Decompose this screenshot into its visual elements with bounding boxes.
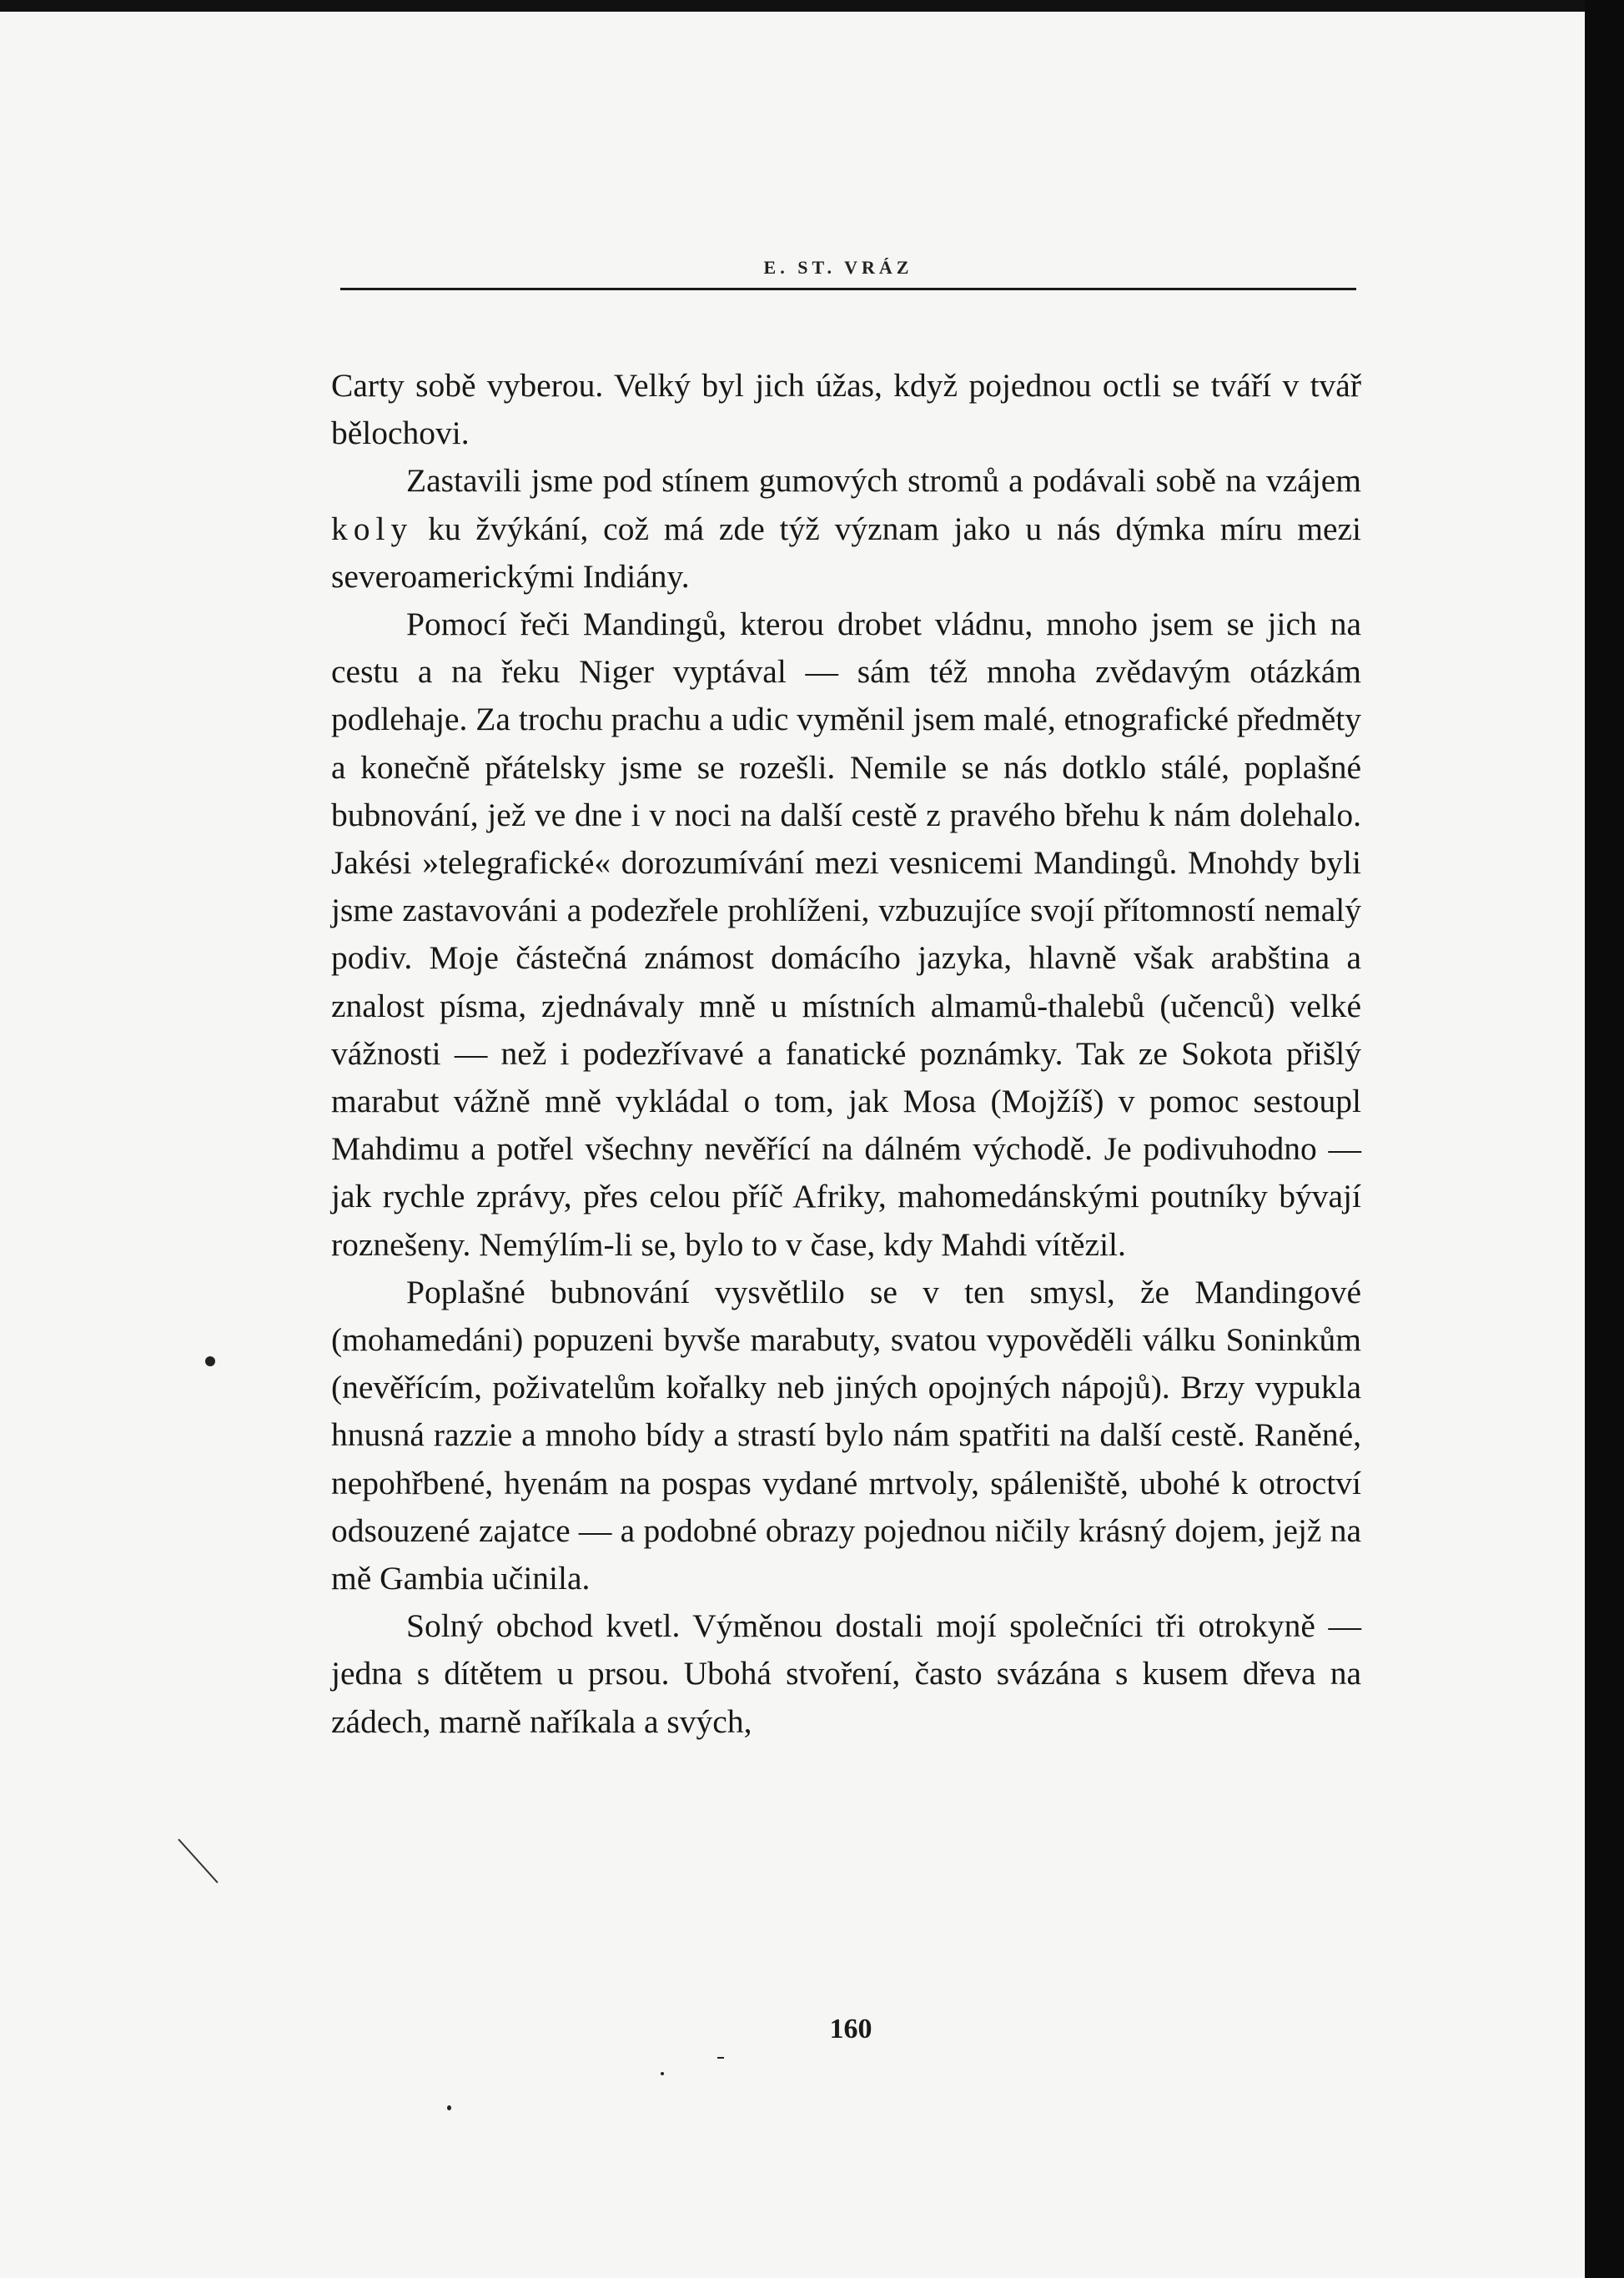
running-header bbox=[0, 257, 1585, 279]
paragraph-5: Solný obchod kvetl. Výměnou dostali mojí společníci tři otrokyně — jedna s dítětem u prsou. Ubohá stvoření, často svázána s kusem dřeva na zádech, marně naříkala a svých, bbox=[331, 1607, 1361, 1740]
paragraph-2-end: ku žvýkání, což má zde týž význam jako u nás dýmka míru mezi severoamerickými Indiány. bbox=[331, 510, 1361, 595]
page-number: 160 bbox=[829, 2014, 872, 2044]
body-text bbox=[331, 362, 1361, 1746]
paragraph-3: Pomocí řeči Mandingů, kterou drobet vládnu, mnoho jsem se jich na cestu a na řeku Niger vyptával — sám též mnoha zvědavým otázkám podlehaje. Za trochu prachu a udic vyměnil jsem malé, etnografické předměty a konečně přátelsky jsme se rozešli. Nemile se nás dotklo stálé, poplašné bubnování, jež ve dne i v noci na další cestě z pravého břehu k nám dolehalo. Jakési »telegrafické« dorozumívání mezi vesnicemi Mandingů. Mnohdy byli jsme zastavováni a podezřele prohlíženi, vzbuzujíce svojí přítomností nemalý podiv. Moje částečná známost domácího jazyka, hlavně však arabština a znalost písma, zjednávaly mně u místních almamů-thalebů (učenců) velké vážnosti — než i podezřívavé a fanatické poznámky. Tak ze Sokota přišlý marabut vážně mně vykládal o tom, jak Mosa (Mojžíš) v pomoc sestoupl Mahdimu a potřel všechny nevěřící na dálném východě. Je podivuhodno — jak rychle zprávy, přes celou příč Afriky, mahomedánskými poutníky bývají roznešeny. Nemýlím-li se, bylo to v čase, kdy Mahdi vítězil. bbox=[331, 606, 1361, 1263]
speck bbox=[661, 2072, 664, 2075]
speck bbox=[447, 2105, 451, 2110]
margin-stroke bbox=[178, 1838, 218, 1883]
paragraph-2 bbox=[331, 457, 1361, 601]
book-page bbox=[0, 12, 1585, 2278]
paragraph-4: Poplašné bubnování vysvětlilo se v ten smysl, že Mandingové (mohamedáni) popuzeni byvše marabuty, svatou vypověděli válku Soninkům (nevěřícím, poživatelům kořalky neb jiných opojných nápojů). Brzy vypukla hnusná razzie a mnoho bídy a strastí bylo nám spatřiti na další cestě. Raněné, nepohřbené, hyenám na pospas vydané mrtvoly, spáleniště, ubohé k otroctví odsouzené zajatce — a podobné obrazy pojednou ničily krásný dojem, jejž na mě Gambia učinila. bbox=[331, 1273, 1361, 1597]
speck bbox=[717, 2057, 724, 2059]
spaced-word: koly bbox=[331, 510, 414, 547]
paragraph-1: Carty sobě vyberou. Velký byl jich úžas, když pojednou octli se tváří v tvář bělochovi. bbox=[331, 367, 1361, 452]
scan-border bbox=[1585, 0, 1624, 2278]
paragraph-2-start: Zastavili jsme pod stínem gumových stromů a podávali sobě na vzájem bbox=[406, 462, 1361, 500]
header-rule bbox=[340, 288, 1356, 290]
running-title: E. ST. VRÁZ bbox=[763, 257, 913, 278]
margin-dot bbox=[205, 1356, 215, 1366]
